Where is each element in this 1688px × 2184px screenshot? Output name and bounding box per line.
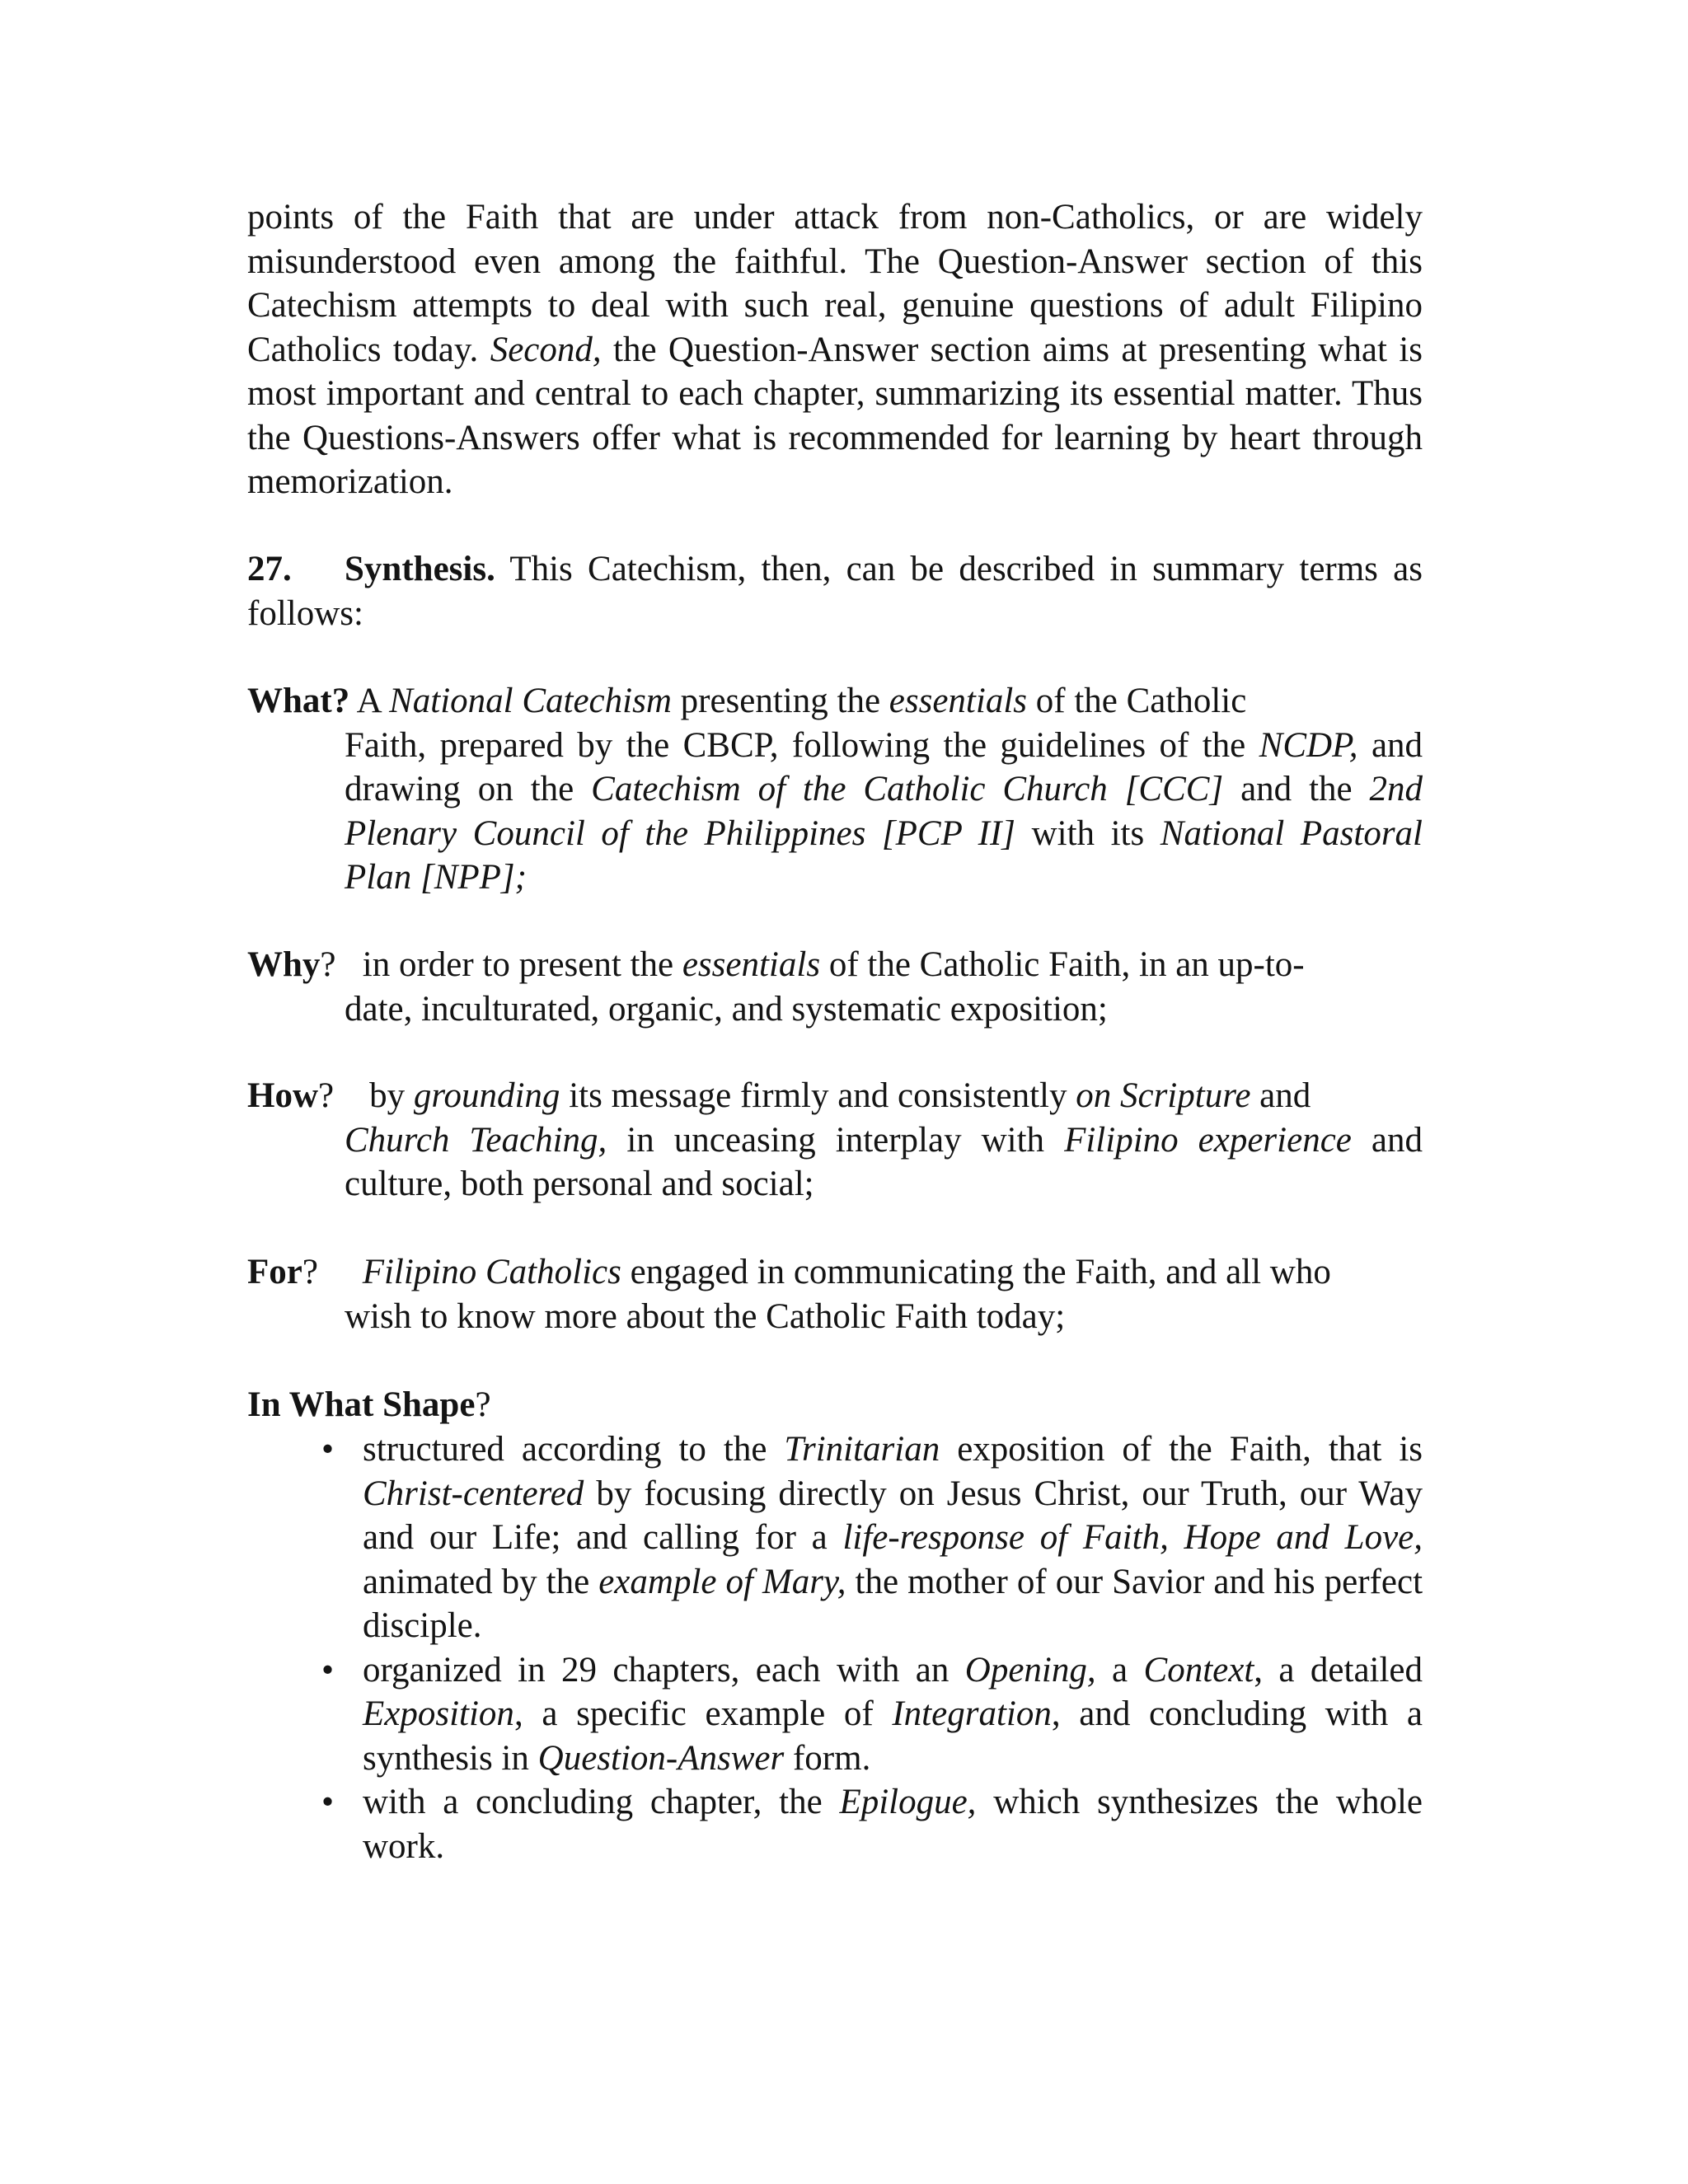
entry-text: and drawing on the [345, 725, 1423, 808]
paragraph-text: points of the Faith that are under attack from non-Catholics, or are widely misunderstood even among the faithful. The Question-Answer section of this Catechism attempts to deal with such real, genuine questions of adult Filipino Catholics today. [247, 198, 1423, 369]
emphasis-text: Second, [490, 330, 602, 369]
paragraph-synthesis [247, 547, 1423, 635]
emphasis-text: Christ-centered [363, 1474, 584, 1513]
emphasis-text: Trinitarian [784, 1430, 940, 1469]
list-item [313, 1648, 1423, 1781]
bullet-icon: • [321, 1783, 335, 1821]
list-item [313, 1780, 1423, 1868]
entry-label: Why [247, 945, 321, 984]
entry-text: of the Catholic [1035, 682, 1247, 720]
question-mark: ? [318, 1076, 335, 1115]
entry-label: In What Shape [247, 1385, 476, 1424]
entry-continuation [247, 987, 1423, 1032]
list-item-text: with a concluding chapter, the [363, 1783, 823, 1821]
emphasis-text: Filipino experience [1064, 1120, 1352, 1160]
emphasis-text: National Catechism [389, 682, 672, 720]
entry-text: and culture, both personal and social; [345, 1120, 1423, 1203]
entry-label: How [247, 1076, 318, 1115]
entry-text: in order to present the [362, 945, 674, 984]
paragraph-question-answer [247, 195, 1423, 504]
emphasis-text: example of Mary, [598, 1562, 846, 1601]
entry-continuation [247, 1118, 1423, 1207]
emphasis-text: on Scripture [1076, 1076, 1251, 1115]
emphasis-text: Context [1143, 1650, 1254, 1690]
entry-text: its message firmly and consistently [569, 1076, 1067, 1115]
emphasis-text: Question-Answer [537, 1738, 785, 1778]
entry-text: and the [1240, 770, 1353, 808]
question-mark: ? [320, 945, 336, 984]
entry-first-line [247, 943, 1423, 987]
question-mark: ? [475, 1385, 491, 1424]
entry-text: presenting the [680, 682, 881, 720]
entry-for [247, 1250, 1423, 1338]
emphasis-text: Opening, [964, 1650, 1096, 1690]
entry-text: Faith, prepared by the CBCP, following the guidelines of the [345, 725, 1246, 765]
entry-text: date, inculturated, organic, and systematic exposition; [345, 989, 1108, 1029]
emphasis-text: NCDP, [1259, 725, 1358, 765]
emphasis-text: grounding [413, 1076, 560, 1115]
entry-text: engaged in communicating the Faith, and all who [630, 1253, 1331, 1291]
list-item [313, 1427, 1423, 1648]
entry-text: of the Catholic Faith, in an up-to- [828, 945, 1305, 984]
emphasis-text: 2nd Plenary Council of the Philippines [PCP II] [345, 770, 1423, 853]
emphasis-text: Epilogue, [839, 1783, 977, 1821]
list-item-text: form. [792, 1738, 871, 1778]
list-item-text: , a specific example of [513, 1694, 874, 1733]
list-item-text: , and concluding with a synthesis in [363, 1694, 1423, 1778]
list-item-text: animated by the [363, 1562, 590, 1601]
list-item-text: , a detailed [1254, 1650, 1423, 1690]
list-item-text: exposition of the Faith, that is [957, 1430, 1423, 1469]
entry-what [247, 679, 1423, 900]
question-mark: ? [302, 1253, 318, 1291]
bullet-list [313, 1427, 1423, 1868]
entry-text: wish to know more about the Catholic Faith today; [345, 1296, 1066, 1336]
emphasis-text: Catechism of the Catholic Church [CCC] [591, 770, 1224, 808]
emphasis-text: Church Teaching, [345, 1120, 607, 1160]
emphasis-text: Integration [892, 1694, 1052, 1733]
list-item-text: a [1112, 1650, 1128, 1690]
entry-text: A [356, 682, 381, 720]
bullet-icon: • [321, 1430, 335, 1469]
emphasis-text: Exposition [363, 1694, 514, 1733]
list-item-text: the mother of our Savior and his perfect disciple. [363, 1562, 1423, 1645]
bullet-icon: • [321, 1650, 335, 1690]
entry-first-line [247, 1250, 1423, 1295]
entry-why [247, 943, 1423, 1031]
list-item-text: structured according to the [363, 1430, 767, 1469]
entry-continuation [247, 1295, 1423, 1339]
entry-label: What? [247, 682, 350, 720]
entry-text: by [369, 1076, 406, 1115]
entry-continuation [247, 724, 1423, 900]
entry-text: and [1259, 1076, 1311, 1115]
emphasis-text: Filipino Catholics [362, 1253, 621, 1291]
entry-how [247, 1074, 1423, 1207]
emphasis-text: National Pastoral Plan [NPP]; [345, 813, 1423, 897]
emphasis-text: essentials [889, 682, 1027, 720]
entry-first-line [247, 679, 1423, 724]
list-item-text: by focusing directly on Jesus Christ, our Truth, our Way and our Life; and calling for a [363, 1474, 1423, 1557]
entry-in-what-shape [247, 1383, 491, 1427]
section-heading: Synthesis. [345, 550, 495, 588]
emphasis-text: essentials [682, 945, 821, 984]
list-item-text: organized in 29 chapters, each with an [363, 1650, 950, 1690]
entry-text: with its [1031, 813, 1145, 853]
list-item-text: which synthesizes the whole work. [363, 1783, 1423, 1866]
emphasis-text: life-response of Faith, Hope and Love, [842, 1518, 1423, 1557]
entry-first-line [247, 1074, 1423, 1118]
paragraph-text: This Catechism, then, can be described in summary terms as follows: [247, 550, 1423, 633]
paragraph-number: 27. [247, 550, 292, 588]
entry-text: in unceasing interplay with [626, 1120, 1045, 1160]
paragraph-text: the Question-Answer section aims at presenting what is most important and central to each chapter, summarizing its essential matter. Thus the Questions-Answers offer what is recommended for learning by heart through memorization. [247, 330, 1423, 501]
entry-label: For [247, 1253, 302, 1291]
